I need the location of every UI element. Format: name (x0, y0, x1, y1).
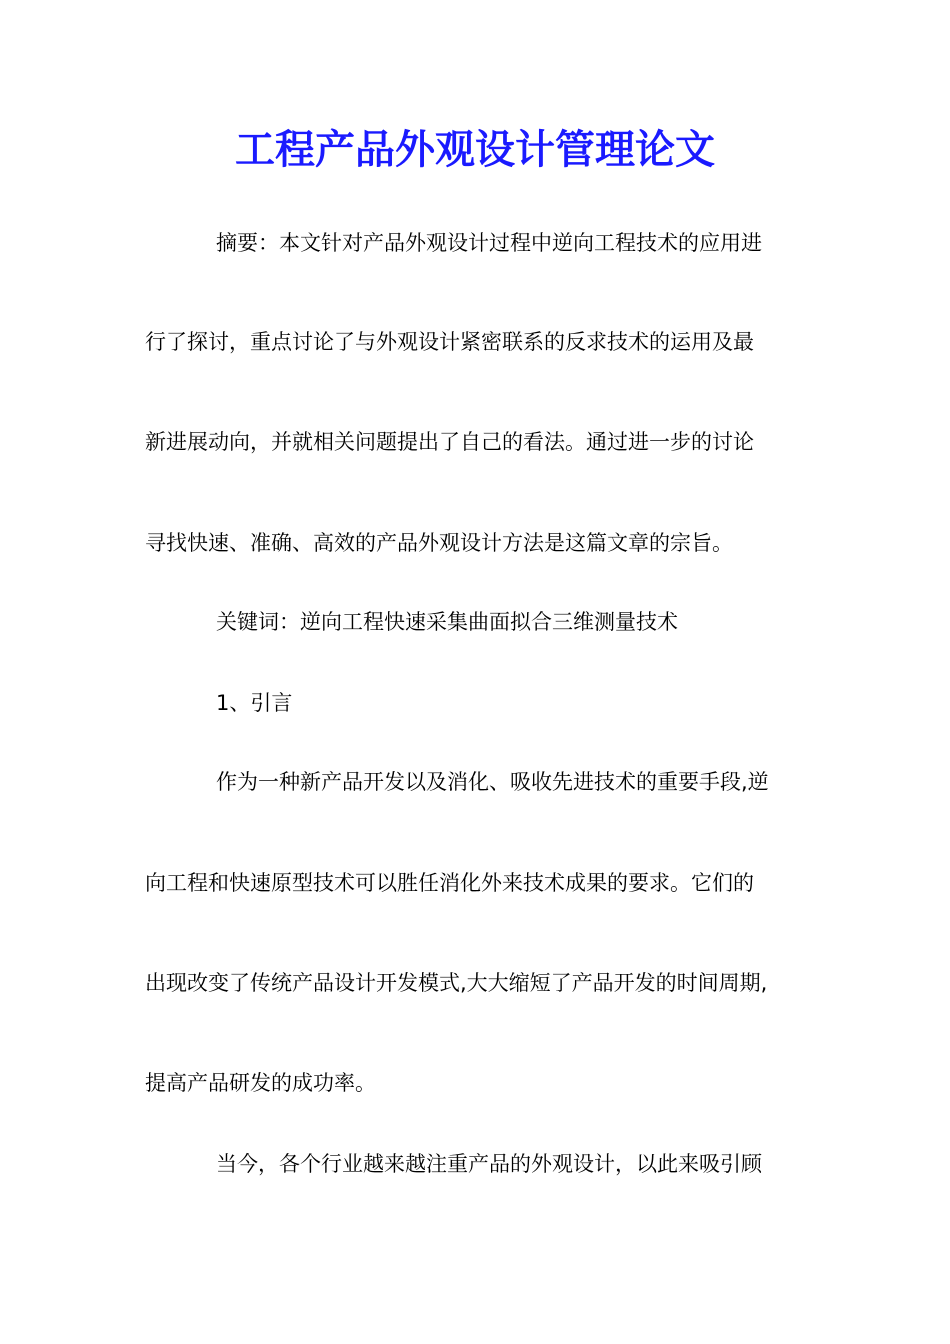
intro-paragraph-1-line-4: 提高产品研发的成功率。 (145, 1071, 376, 1095)
page-title: 工程产品外观设计管理论文 (235, 126, 715, 173)
abstract-line-1: 摘要：本文针对产品外观设计过程中逆向工程技术的应用进 (216, 231, 762, 255)
intro-paragraph-1-line-3: 出现改变了传统产品设计开发模式,大大缩短了产品开发的时间周期, (145, 971, 768, 995)
intro-paragraph-1-line-2: 向工程和快速原型技术可以胜任消化外来技术成果的要求。它们的 (145, 871, 754, 895)
intro-paragraph-2-line-1: 当今，各个行业越来越注重产品的外观设计，以此来吸引顾 (216, 1152, 762, 1176)
abstract-line-2: 行了探讨，重点讨论了与外观设计紧密联系的反求技术的运用及最 (145, 330, 754, 354)
intro-paragraph-1-line-1: 作为一种新产品开发以及消化、吸收先进技术的重要手段,逆 (216, 770, 769, 794)
abstract-line-3: 新进展动向，并就相关问题提出了自己的看法。通过进一步的讨论 (145, 430, 754, 454)
keywords-line: 关键词：逆向工程快速采集曲面拟合三维测量技术 (216, 610, 678, 634)
abstract-line-4: 寻找快速、准确、高效的产品外观设计方法是这篇文章的宗旨。 (145, 531, 733, 555)
section-heading-introduction: 1、引言 (216, 691, 293, 715)
